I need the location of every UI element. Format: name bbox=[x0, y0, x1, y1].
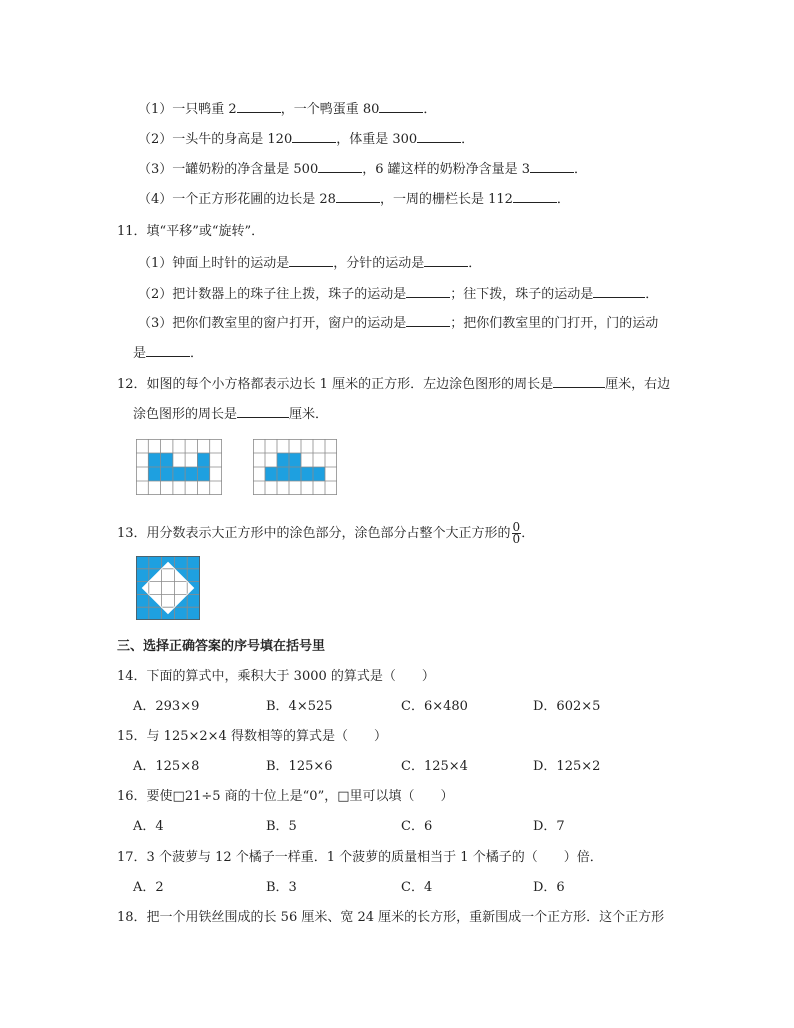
shaded-cell bbox=[265, 467, 325, 481]
answer-blank[interactable] bbox=[553, 375, 605, 388]
answer-blank[interactable] bbox=[292, 130, 336, 143]
q12-line-1: 12．如图的每个小方格都表示边长 1 厘米的正方形．左边涂色图形的周长是 厘米，右边 bbox=[117, 377, 671, 392]
section-3-title: 三、选择正确答案的序号填在括号里 bbox=[117, 639, 326, 654]
q11-item-3: （3）把你们教室里的窗户打开，窗户的运动是 ；把你们教室里的门打开，门的运动 bbox=[138, 316, 659, 331]
answer-blank[interactable] bbox=[379, 100, 423, 113]
option-c[interactable]: C．4 bbox=[401, 880, 433, 895]
option-b[interactable]: B．125×6 bbox=[266, 759, 333, 774]
q12-left-grid-figure bbox=[136, 439, 222, 495]
q13-line: 13．用分数表示大正方形中的涂色部分，涂色部分占整个大正方形的 $\frac{0}{0}$ ． bbox=[117, 520, 535, 546]
answer-blank[interactable] bbox=[318, 160, 362, 173]
answer-blank[interactable] bbox=[593, 285, 645, 298]
q18-stem: 18．把一个用铁丝围成的长 56 厘米、宽 24 厘米的长方形，重新围成一个正方形．这个正方形 bbox=[117, 910, 665, 925]
answer-blank[interactable] bbox=[424, 254, 468, 267]
q10-item-1: （1）一只鸭重 2 ，一个鸭蛋重 80 ． bbox=[138, 102, 437, 117]
q11-item-2: （2）把计数器上的珠子往上拨，珠子的运动是 ；往下拨，珠子的运动是 ． bbox=[138, 287, 659, 302]
q12-line-2: 涂色图形的周长是 厘米． bbox=[133, 407, 329, 422]
q15-stem: 15．与 125×2×4 得数相等的算式是（ ） bbox=[117, 729, 387, 744]
answer-blank[interactable] bbox=[417, 130, 461, 143]
q17-stem: 17．3 个菠萝与 12 个橘子一样重．1 个菠萝的质量相当于 1 个橘子的（ ）倍． bbox=[117, 850, 603, 865]
option-c[interactable]: C．6×480 bbox=[401, 699, 468, 714]
option-b[interactable]: B．4×525 bbox=[266, 699, 333, 714]
q12-right-grid-figure bbox=[253, 439, 337, 495]
grid-lines bbox=[136, 439, 222, 495]
q11-title: 11．填“平移”或“旋转”． bbox=[117, 224, 265, 239]
q11-item-1: （1）钟面上时针的运动是 ，分针的运动是 ． bbox=[138, 256, 482, 271]
answer-blank[interactable] bbox=[237, 405, 289, 418]
option-c[interactable]: C．125×4 bbox=[401, 759, 468, 774]
option-d[interactable]: D．602×5 bbox=[533, 699, 601, 714]
option-d[interactable]: D．125×2 bbox=[533, 759, 601, 774]
option-b[interactable]: B．3 bbox=[266, 880, 297, 895]
option-a[interactable]: A．2 bbox=[133, 880, 164, 895]
q14-stem: 14．下面的算式中，乘积大于 3000 的算式是（ ） bbox=[117, 669, 435, 684]
answer-blank[interactable] bbox=[289, 254, 333, 267]
answer-blank[interactable] bbox=[237, 100, 281, 113]
shaded-cell bbox=[197, 453, 209, 467]
grid-lines bbox=[253, 439, 337, 495]
option-b[interactable]: B．5 bbox=[266, 819, 297, 834]
option-c[interactable]: C．6 bbox=[401, 819, 433, 834]
q10-item-3: （3）一罐奶粉的净含量是 500 ，6 罐这样的奶粉净含量是 3 ． bbox=[138, 162, 588, 177]
answer-blank[interactable] bbox=[530, 160, 574, 173]
q10-item-4: （4）一个正方形花圃的边长是 28 ，一周的栅栏长是 112 ． bbox=[138, 192, 570, 207]
answer-blank[interactable] bbox=[406, 285, 450, 298]
answer-fraction[interactable]: $\frac{0}{0}$ bbox=[512, 520, 521, 546]
answer-blank[interactable] bbox=[513, 190, 557, 203]
q16-stem: 16．要使□21÷5 商的十位上是“0”，□里可以填（ ） bbox=[117, 789, 454, 804]
q10-item-2: （2）一头牛的身高是 120 ，体重是 300 ． bbox=[138, 132, 475, 147]
option-d[interactable]: D．6 bbox=[533, 880, 565, 895]
shaded-cell bbox=[148, 467, 209, 481]
q11-item-3-cont: 是 ． bbox=[133, 346, 204, 361]
answer-blank[interactable] bbox=[336, 190, 380, 203]
option-a[interactable]: A．293×9 bbox=[133, 699, 200, 714]
answer-blank[interactable] bbox=[406, 314, 450, 327]
answer-blank[interactable] bbox=[146, 344, 190, 357]
q13-diamond-figure bbox=[136, 556, 200, 620]
option-a[interactable]: A．125×8 bbox=[133, 759, 200, 774]
option-a[interactable]: A．4 bbox=[133, 819, 164, 834]
option-d[interactable]: D．7 bbox=[533, 819, 565, 834]
